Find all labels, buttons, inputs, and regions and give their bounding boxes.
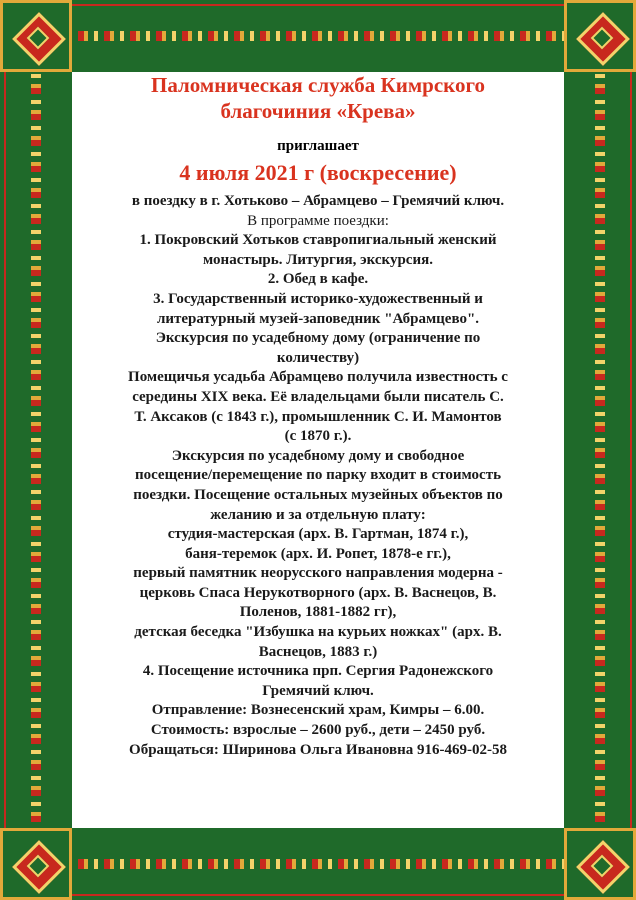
title-line-1: Паломническая служба Кимрского [150, 73, 486, 97]
text-line: Васнецов, 1883 г.) [258, 643, 378, 660]
text-line: первый памятник неорусского направления модерна - [133, 565, 503, 582]
text-line: 4. Посещение источника прп. Сергия Радонежского [142, 663, 494, 680]
invites-text: приглашает [277, 138, 359, 154]
text-line: поездки. Посещение остальных музейных объектов по [133, 486, 503, 503]
text-line: Поленов, 1881-1882 гг), [239, 604, 397, 621]
text-line: монастырь. Литургия, экскурсия. [203, 251, 433, 268]
text-line: Экскурсия по усадебному дому (ограничение по [155, 330, 481, 347]
text-line: В программе поездки: [247, 212, 389, 229]
text-line: 2. Обед в кафе. [267, 271, 369, 288]
text-line: середины XIX века. Её владельцами были писатель С. [132, 388, 504, 405]
text-line: Экскурсия по усадебному дому и свободное [171, 447, 465, 464]
text-line: Отправление: Вознесенский храм, Кимры – 6.00. [151, 702, 485, 719]
corner-ornament-bottom-left [0, 828, 72, 900]
text-line: 1. Покровский Хотьков ставропигиальный женский [139, 232, 497, 249]
text-line: детская беседка "Избушка на курьих ножках" (арх. В. [134, 624, 502, 641]
text-line: количеству) [276, 349, 360, 366]
text-line: в поездку в г. Хотьково – Абрамцево – Гремячий ключ. [131, 193, 505, 209]
text-line: желанию и за отдельную плату: [210, 506, 426, 523]
text-line: Стоимость: взрослые – 2600 руб., дети – 2450 руб. [150, 722, 486, 739]
text-line: Помещичья усадьба Абрамцево получила известность с [128, 369, 508, 386]
text-line: Т. Аксаков (с 1843 г.), промышленник С. И. Мамонтов [134, 408, 502, 425]
corner-ornament-bottom-right [564, 828, 636, 900]
content-panel [72, 72, 564, 828]
text-line: церковь Спаса Нерукотворного (арх. В. Васнецов, В. [139, 584, 497, 601]
event-date: 4 июля 2021 г (воскресение) [179, 160, 457, 185]
text-line: посещение/перемещение по парку входит в стоимость [134, 467, 502, 484]
page-title [72, 72, 564, 124]
title-line-2: благочиния «Крева» [220, 99, 416, 123]
text-line: литературный музей-заповедник "Абрамцево". [156, 310, 480, 327]
corner-ornament-top-right [564, 0, 636, 72]
program-text [72, 192, 564, 760]
text-line: (с 1870 г.). [284, 428, 352, 445]
text-line: баня-теремок (арх. И. Ропет, 1878-е гг.), [185, 545, 451, 562]
text-line: 3. Государственный историко-художественный и [153, 290, 483, 307]
corner-ornament-top-left [0, 0, 72, 72]
text-line: студия-мастерская (арх. В. Гартман, 1874 г.), [167, 526, 469, 543]
text-line: Гремячий ключ. [262, 682, 374, 699]
text-line: Обращаться: Ширинова Ольга Ивановна 916-469-02-58 [129, 741, 507, 758]
